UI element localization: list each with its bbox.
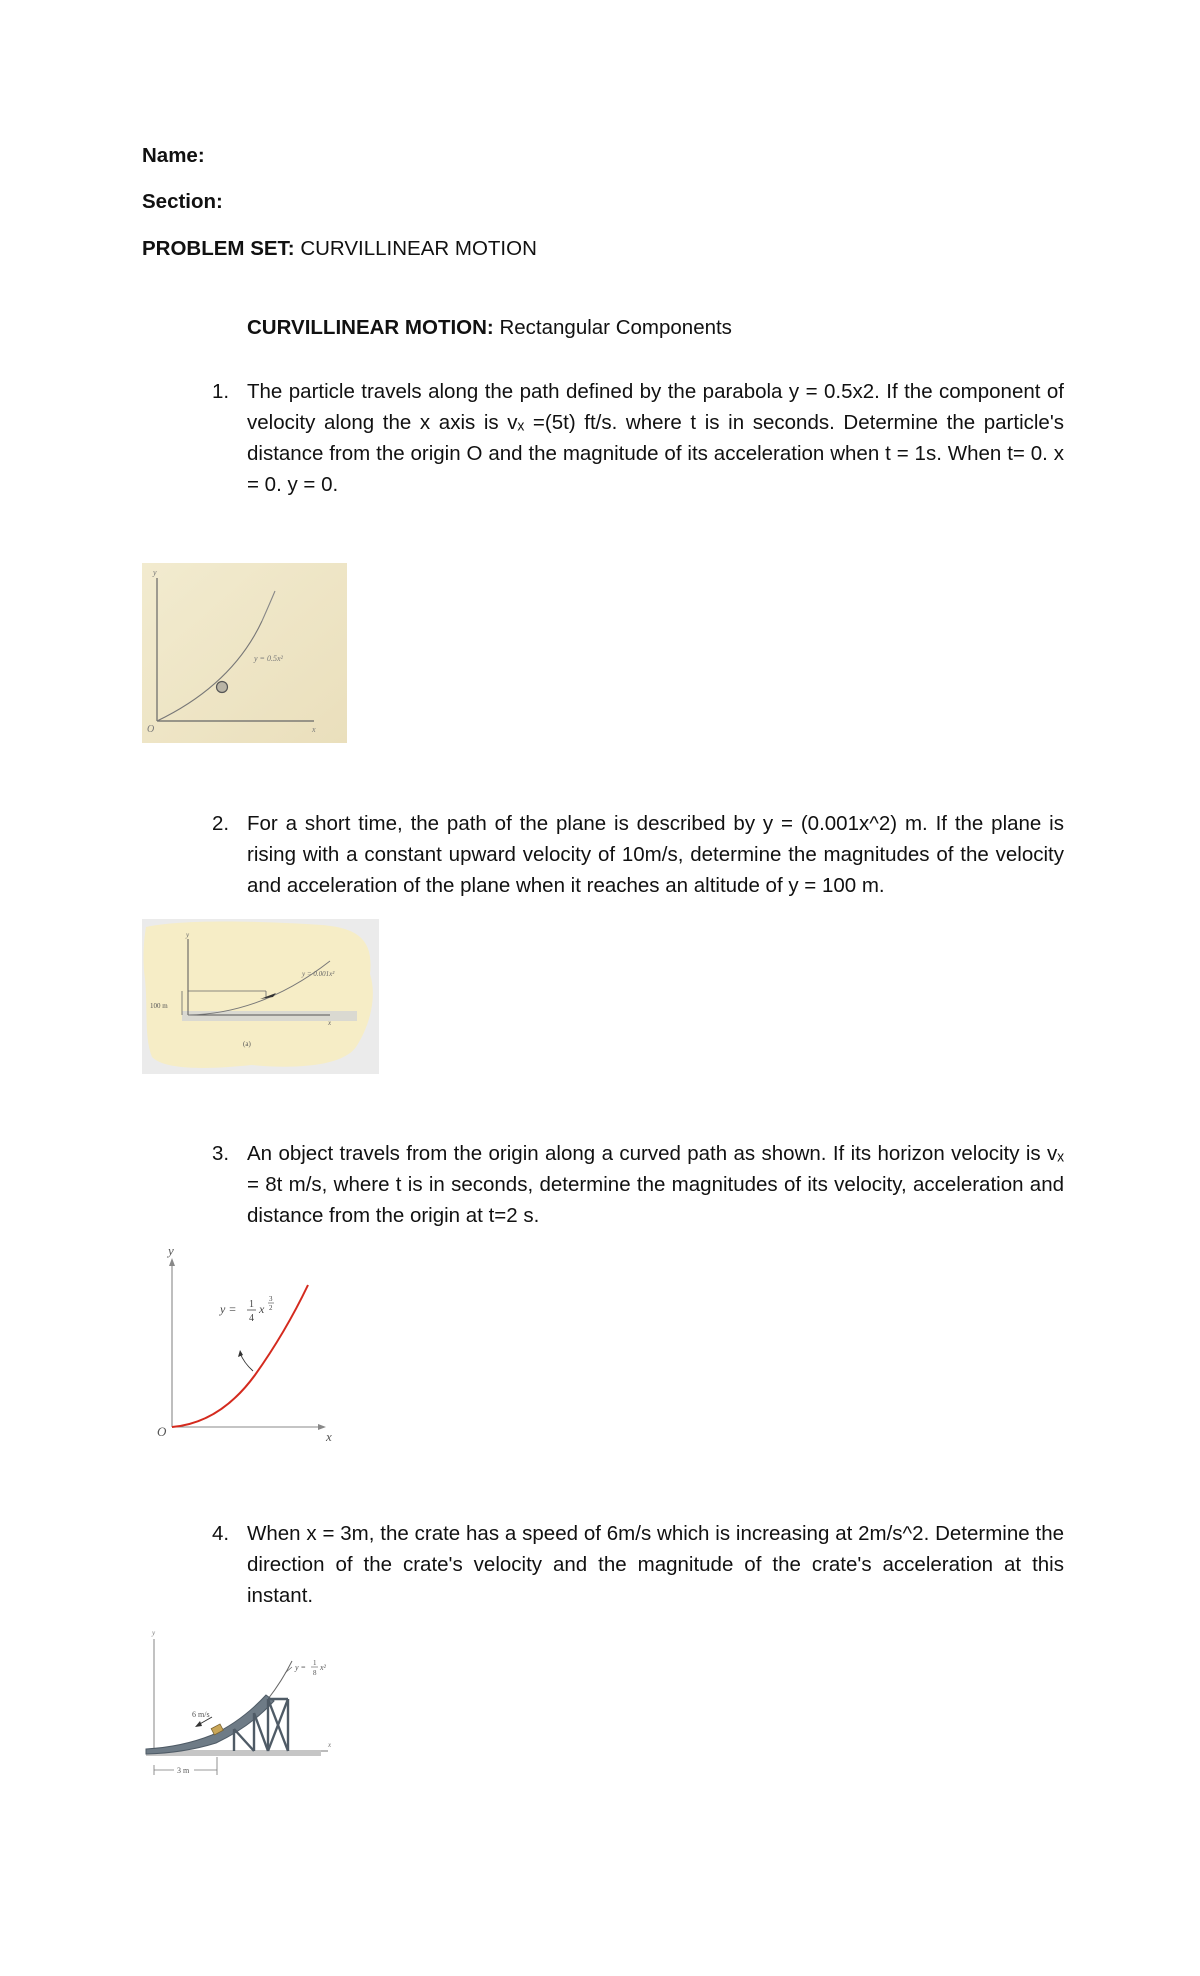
equation-denominator: 8 <box>313 1669 317 1677</box>
name-field-label: Name: <box>142 144 205 167</box>
problem-text: The particle travels along the path defined by the parabola y = 0.5x2. If the component of velocity along the x axis is vₓ =(5t) ft/s. where t is in seconds. Determine the particle's distance from the origin O and the magnitude of its acceleration when t = 1s. When t= 0. x = 0. y = 0. <box>247 380 1064 496</box>
equation-exponent-den: 2 <box>269 1304 273 1312</box>
problem-4 <box>212 1518 1064 1611</box>
x-axis-label: x <box>312 725 316 734</box>
subheading-bold: CURVILLINEAR MOTION: <box>247 316 494 339</box>
problem-text: When x = 3m, the crate has a speed of 6m/s which is increasing at 2m/s^2. Determine the direction of the crate's velocity and the magnitude of the crate's acceleration at this instant. <box>247 1522 1064 1607</box>
y-axis-label: y <box>152 1629 156 1637</box>
figure-curved-path <box>150 1245 365 1445</box>
y-axis-label: y <box>186 931 190 939</box>
figure-caption: (a) <box>243 1040 251 1048</box>
equation-denominator: 4 <box>249 1313 254 1324</box>
section-field-label: Section: <box>142 190 223 213</box>
problem-3 <box>212 1138 1064 1231</box>
problem-number: 4. <box>212 1522 230 1545</box>
figure-background <box>143 922 372 1068</box>
y-axis-arrow <box>169 1258 175 1266</box>
distance-label: 3 m <box>177 1766 190 1775</box>
problem-1 <box>212 376 1064 500</box>
speed-label: 6 m/s <box>192 1710 210 1719</box>
equation-lhs: y = <box>295 1663 306 1672</box>
y-axis-label: y <box>153 568 157 577</box>
truss-brace <box>234 1729 254 1751</box>
problem-number: 2. <box>212 812 230 835</box>
height-label: 100 m <box>150 1002 168 1010</box>
figure-crate-ramp <box>142 1625 352 1795</box>
origin-label: O <box>147 724 155 735</box>
origin-label: O <box>157 1424 167 1439</box>
problem-set-title <box>142 237 537 261</box>
truss-brace <box>254 1713 268 1751</box>
curve-equation <box>219 1295 274 1324</box>
equation-variable: x <box>259 1302 265 1316</box>
problem-set-topic: CURVILLINEAR MOTION <box>300 237 537 260</box>
figure-plane-path <box>142 919 379 1074</box>
y-axis-label: y <box>168 1245 174 1258</box>
curve-equation-label: y = 0.001x² <box>302 970 335 978</box>
equation-lhs: y = <box>220 1302 237 1316</box>
problem-text: An object travels from the origin along a curved path as shown. If its horizon velocity is vₓ = 8t m/s, where t is in seconds, determine the magnitudes of its velocity, acceleration and distance from the origin at t=2 s. <box>247 1142 1064 1227</box>
problem-2 <box>212 808 1064 901</box>
problem-number: 1. <box>212 380 230 403</box>
problem-text: For a short time, the path of the plane is described by y = (0.001x^2) m. If the plane is rising with a constant upward velocity of 10m/s, determine the magnitudes of the velocity and acceleration of the plane when it reaches an altitude of y = 100 m. <box>247 812 1064 897</box>
figure-background <box>142 563 347 743</box>
equation-exponent-num: 3 <box>269 1295 273 1303</box>
x-axis-label: x <box>326 1429 332 1444</box>
problem-number: 3. <box>212 1142 230 1165</box>
velocity-arrowhead <box>195 1721 202 1727</box>
label-pointer-arrow <box>238 1350 243 1357</box>
x-axis-arrow <box>318 1424 326 1430</box>
x-axis-label: x <box>328 1019 332 1027</box>
curve-equation-label: y = 0.5x² <box>254 654 283 663</box>
subheading-rest: Rectangular Components <box>499 316 732 339</box>
label-pointer <box>240 1353 253 1371</box>
x-axis-label: x <box>328 1741 332 1749</box>
equation-numerator: 1 <box>313 1659 317 1667</box>
equation-variable: x² <box>320 1663 326 1672</box>
equation-numerator: 1 <box>249 1299 254 1310</box>
particle-ball <box>217 682 228 693</box>
section-subheading <box>247 316 732 340</box>
figure-parabola-particle <box>142 563 347 743</box>
problem-set-label: PROBLEM SET: <box>142 237 295 260</box>
